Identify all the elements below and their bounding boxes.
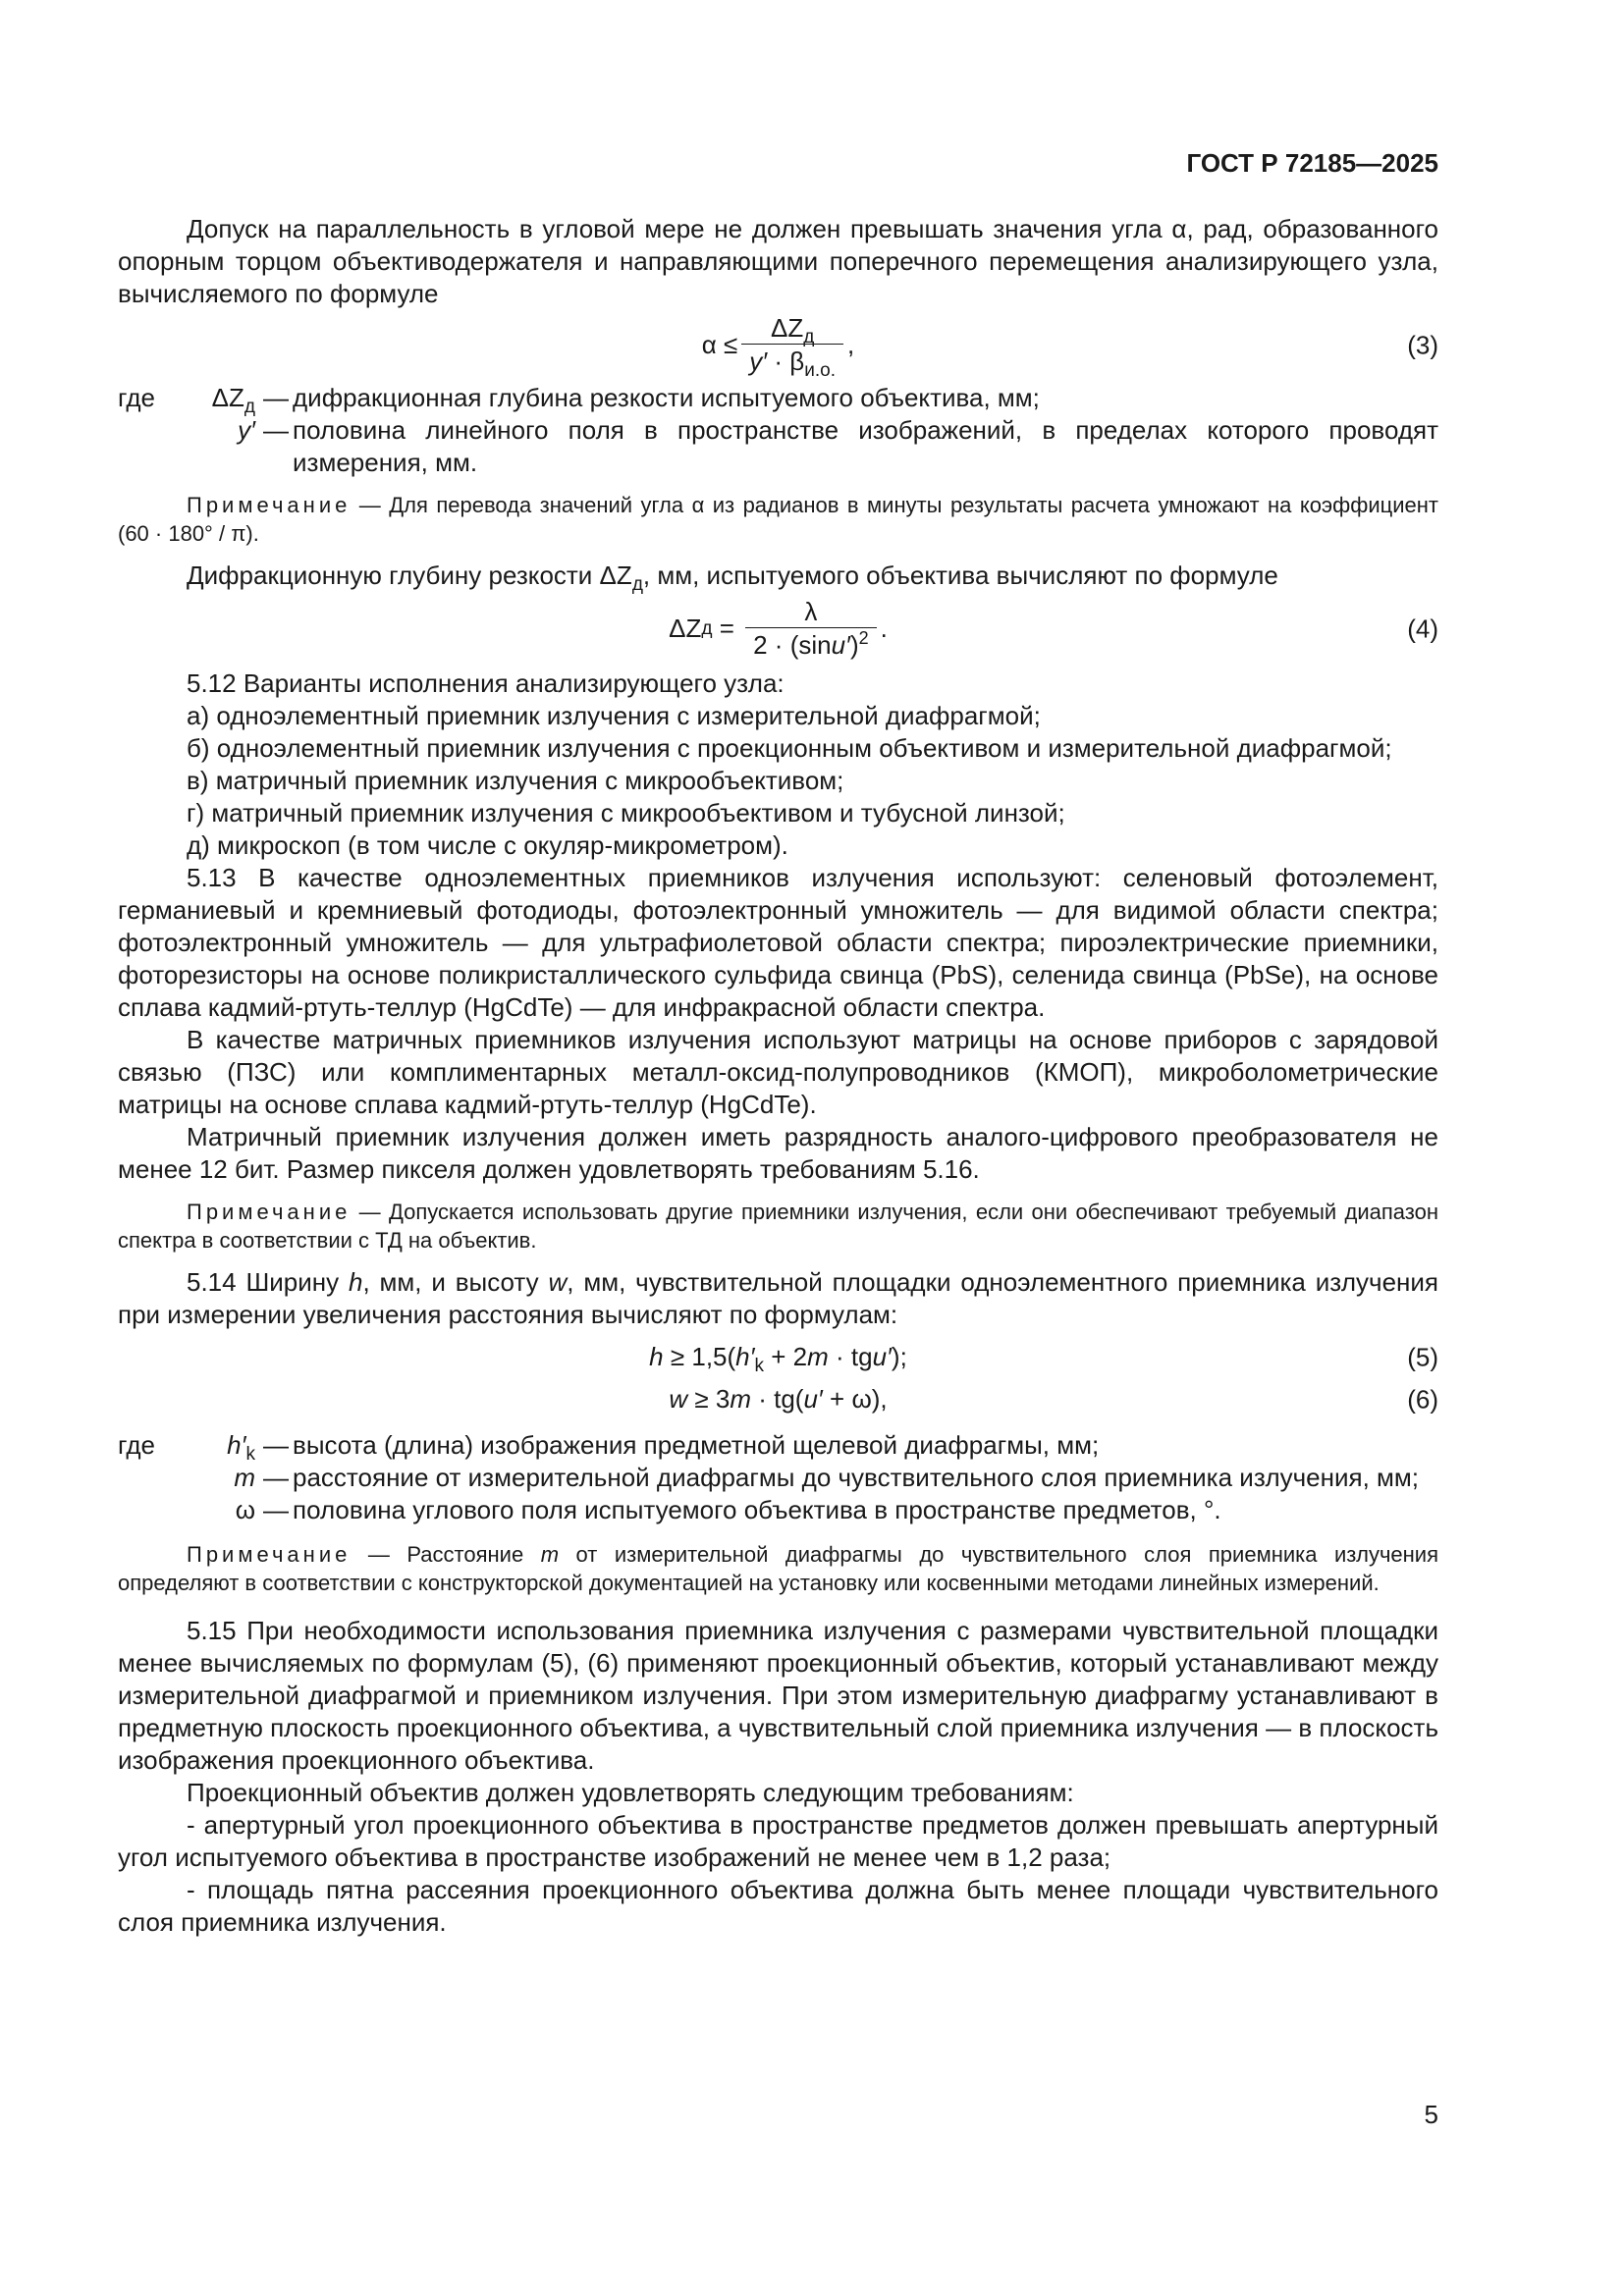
formula-6-w: w: [669, 1384, 688, 1414]
where-row: [118, 382, 1438, 414]
formula-3-denominator: [741, 344, 843, 381]
list-item: - площадь пятна рассеяния проекционного объектива должна быть менее площади чувствительного слоя приемника излучения.: [118, 1875, 1438, 1937]
section-5-15-p1: 5.15 При необходимости использования приемника излучения с размерами чувствительной площадки менее вычисляемых по формулам (5), (6) применяют проекционный объектив, который устанавливают между измерительной диафрагмой и приемником излучения. При этом измерительную диафрагму устанавливают в предметную плоскость проекционного объектива, а чувствительный слой приемника излучения — в плоскость изображения проекционного объектива.: [118, 1616, 1438, 1775]
formula-3-numerator: [763, 312, 822, 347]
section-5-14: [118, 1266, 1438, 1331]
text-segment: Дифракционную глубину резкости ΔZ: [187, 561, 632, 590]
formula-6-part: ≥ 3: [687, 1384, 731, 1414]
section-5-12-title: 5.12 Варианты исполнения анализирующего узла:: [187, 668, 785, 698]
where-definition: половина углового поля испытуемого объектива в пространстве предметов, °.: [293, 1495, 1221, 1524]
where-dash: —: [263, 415, 289, 445]
where-symbol: [118, 414, 263, 479]
formula-4-den-post: ): [849, 630, 859, 660]
formula-3-lhs: α ≤: [701, 330, 738, 359]
formula-4-equals: =: [712, 614, 742, 643]
paragraph-parallelism: Допуск на параллельность в угловой мере не должен превышать значения угла α, рад, образованного опорным торцом объективодержателя и направляющими поперечного перемещения анализирующего узла, вычисляемого по формуле: [118, 214, 1438, 308]
where-list-formula-5-6: [118, 1429, 1438, 1526]
page-number: 5: [1424, 2100, 1438, 2129]
formula-5-part: ≥ 1,5(: [663, 1342, 736, 1371]
where-dash: —: [263, 1430, 289, 1460]
where-list-formula-3: [118, 382, 1438, 479]
symbol-m: m: [234, 1463, 255, 1492]
where-definition: расстояние от измерительной диафрагмы до чувствительного слоя приемника излучения, мм;: [293, 1463, 1420, 1492]
list-item: б) одноэлементный приемник излучения с проекционным объективом и измерительной диафрагмой;: [187, 733, 1392, 763]
formula-4-u-prime: u′: [831, 630, 850, 660]
note-1: [118, 491, 1438, 548]
section-5-13-p1: 5.13 В качестве одноэлементных приемников излучения используют: селеновый фотоэлемент, германиевый и кремниевый фотодиоды, фотоэлектронный умножитель — для видимой области спектра; фотоэлектронный умножитель — для ультрафиолетовой области спектра; пироэлектрические приемники, фоторезисторы на основе поликристаллического сульфида свинца (PbS), селенида свинца (PbSe), на основе сплава кадмий-ртуть-теллур (HgCdTe) — для инфракрасной области спектра.: [118, 863, 1438, 1022]
formula-5-body: [649, 1341, 907, 1376]
where-definition: дифракционная глубина резкости испытуемого объектива, мм;: [293, 383, 1040, 412]
where-symbol: [118, 1494, 263, 1526]
formula-6-m: m: [730, 1384, 752, 1414]
formula-3-tail: ,: [846, 330, 855, 359]
note-text: — Допускается использовать другие приемники излучения, если они обеспечивают требуемый диапазон спектра в соответствии с ТД на объектив.: [118, 1200, 1438, 1253]
symbol-sub: д: [244, 397, 255, 417]
section-5-13-p2: В качестве матричных приемников излучения используют матрицы на основе приборов с зарядовой связью (ПЗС) или комплиментарных металл-оксид-полупроводников (КМОП), микроболометрические матрицы на основе сплава кадмий-ртуть-теллур (HgCdTe).: [118, 1025, 1438, 1119]
list-item: а) одноэлементный приемник излучения с измерительной диафрагмой;: [187, 701, 1041, 730]
text-segment: , мм, испытуемого объектива вычисляют по формуле: [642, 561, 1278, 590]
formula-6: [118, 1383, 1438, 1415]
formula-6-part: · tg(: [751, 1384, 804, 1414]
note-label: Примечание: [187, 493, 352, 517]
where-definition: высота (длина) изображения предметной щелевой диафрагмы, мм;: [293, 1430, 1100, 1460]
where-dash: —: [263, 383, 289, 412]
note-3: [118, 1540, 1438, 1597]
list-item: г) матричный приемник излучения с микрообъективом и тубусной линзой;: [187, 798, 1065, 828]
list-item: д) микроскоп (в том числе с окуляр-микрометром).: [187, 830, 788, 860]
symbol-delta-z: ΔZ: [211, 383, 244, 412]
formula-5-u: u′: [872, 1342, 892, 1371]
paragraph-diffraction-depth: [118, 560, 1438, 595]
formula-3-fraction: [741, 312, 843, 381]
where-row: [118, 1429, 1438, 1462]
where-word: где: [118, 383, 155, 412]
symbol-sub: k: [245, 1444, 255, 1465]
formula-5-h: h: [649, 1342, 664, 1371]
formula-3-delta-z: ΔZ: [770, 313, 804, 343]
formula-6-part: + ω),: [822, 1384, 888, 1414]
formula-6-number: (6): [1407, 1384, 1438, 1414]
formula-4-den-sup: 2: [858, 628, 869, 648]
formula-4-den-pre: 2 · (sin: [753, 630, 832, 660]
formula-4-numerator: λ: [804, 597, 818, 626]
formula-4-fraction: [745, 596, 877, 662]
formula-3-num-sub: д: [803, 327, 815, 347]
where-definition: половина линейного поля в пространстве изображений, в пределах которого проводят измерения, мм.: [293, 415, 1438, 477]
where-row: [118, 414, 1438, 479]
formula-5-hk-sub: k: [754, 1356, 765, 1376]
formula-4-lhs: ΔZ: [669, 614, 702, 643]
formula-5: [118, 1341, 1438, 1376]
formula-4: ΔZ д = $\frac{\lambda}{2 \cdot (\sin u')^2}$ . (4): [669, 597, 1438, 660]
formula-3-beta: · β: [767, 347, 805, 376]
symbol-omega: ω: [235, 1495, 255, 1524]
note-2: [118, 1198, 1438, 1255]
note-text: от измерительной диафрагмы до чувствительного слоя приемника излучения определяют в соответствии с конструкторской документацией на установку или косвенными методами линейных измерений.: [118, 1542, 1438, 1595]
symbol-y-prime: y′: [238, 415, 255, 445]
where-symbol: [118, 1429, 263, 1465]
note-label: Примечание: [187, 1200, 352, 1224]
symbol-m: m: [540, 1542, 560, 1567]
formula-4-tail: .: [880, 614, 888, 643]
where-symbol: [118, 1462, 263, 1494]
formula-5-number: (5): [1407, 1342, 1438, 1371]
text-segment: , мм, чувствительной площадки одноэлементного приемника излучения при измерении увеличения расстояния вычисляют по формулам:: [118, 1267, 1439, 1329]
where-word: где: [118, 1430, 155, 1460]
note-label: Примечание: [187, 1542, 352, 1567]
formula-6-u: u′: [803, 1384, 823, 1414]
section-5-13-p3: Матричный приемник излучения должен иметь разрядность аналого-цифрового преобразователя не менее 12 бит. Размер пикселя должен удовлетворять требованиям 5.16.: [118, 1122, 1438, 1184]
formula-4-number: (4): [1407, 614, 1438, 643]
formula-5-part: );: [891, 1342, 907, 1371]
document-header-id: ГОСТ Р 72185—2025: [1186, 148, 1438, 178]
where-dash: —: [263, 1495, 289, 1524]
list-item: в) матричный приемник излучения с микрообъективом;: [187, 766, 844, 795]
text-segment: 5.14 Ширину: [187, 1267, 349, 1297]
where-row: [118, 1462, 1438, 1494]
note-text: — Для перевода значений угла α из радианов в минуты результаты расчета умножают на коэффициент (60 · 180° / π).: [118, 493, 1438, 546]
note-text: — Расстояние: [351, 1542, 541, 1567]
list-item: - апертурный угол проекционного объектива в пространстве предметов должен превышать апертурный угол испытуемого объектива в пространстве изображений не менее чем в 1,2 раза;: [118, 1810, 1438, 1872]
where-symbol: [118, 382, 263, 417]
text-sub: д: [631, 574, 643, 595]
document-page: [118, 147, 1438, 1939]
symbol-hk: h′: [227, 1430, 246, 1460]
formula-3-number: (3): [1407, 330, 1438, 359]
formula-5-m: m: [807, 1342, 829, 1371]
formula-6-body: [669, 1383, 887, 1415]
formula-5-part: · tg: [828, 1342, 873, 1371]
formula-5-hk: h′: [735, 1342, 755, 1371]
section-5-15-p2: Проекционный объектив должен удовлетворять следующим требованиям:: [187, 1778, 1074, 1807]
symbol-w: w: [548, 1267, 568, 1297]
symbol-h: h: [349, 1267, 363, 1297]
text-segment: , мм, и высоту: [362, 1267, 549, 1297]
formula-4-denominator: [745, 627, 877, 662]
where-dash: —: [263, 1463, 289, 1492]
where-row: [118, 1494, 1438, 1526]
formula-3: [118, 312, 1438, 381]
formula-3-y-prime: y′: [749, 347, 768, 376]
formula-5-part: + 2: [764, 1342, 808, 1371]
formula-3-den-sub: и.о.: [804, 360, 836, 381]
